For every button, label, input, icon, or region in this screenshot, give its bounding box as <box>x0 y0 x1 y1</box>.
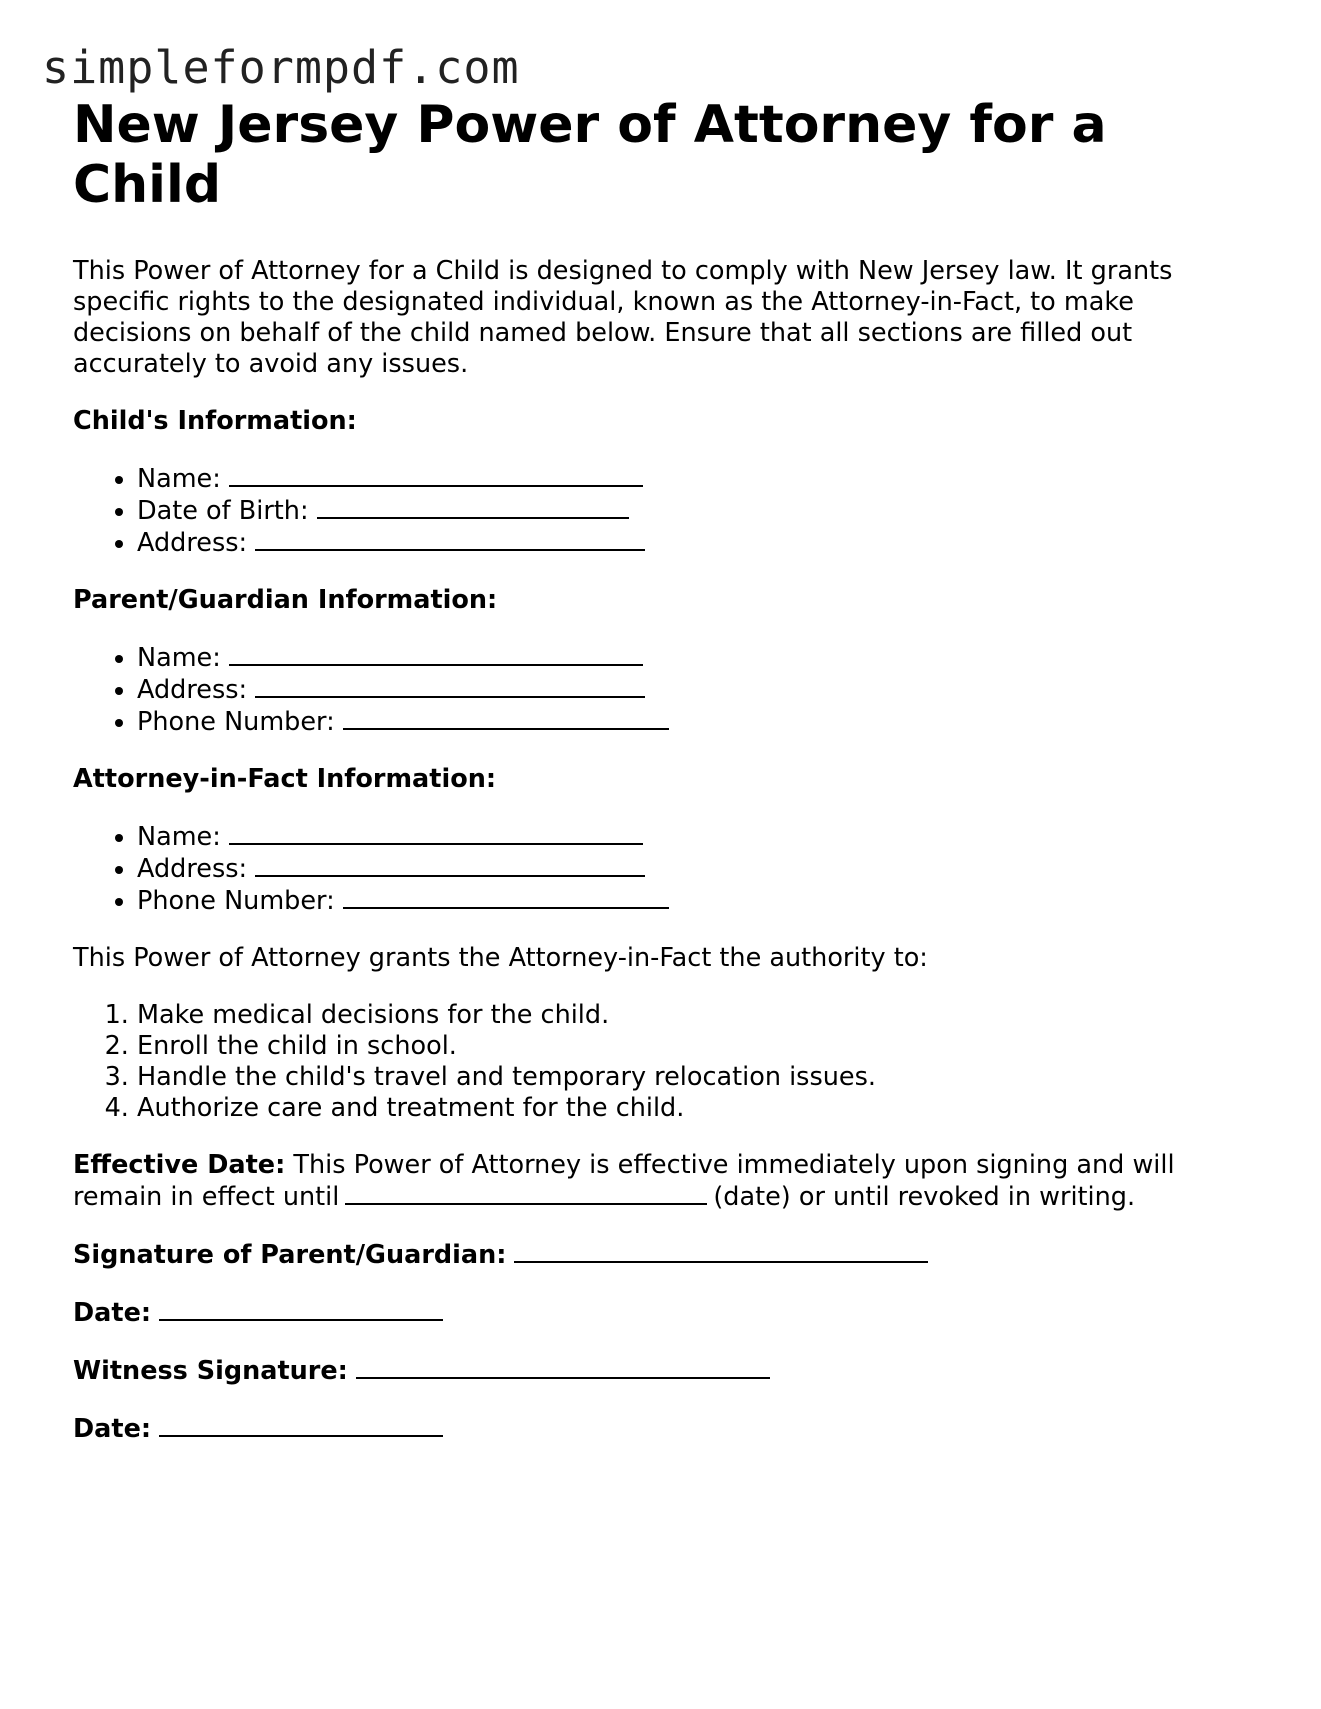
list-item <box>137 853 1243 885</box>
effective-date-text-before: This Power of Attorney is effective immediately upon signing and will remain in effect until <box>73 1150 1175 1212</box>
parent-signature-date-field[interactable] <box>159 1297 443 1321</box>
effective-date-text-after: (date) or until revoked in writing. <box>713 1182 1136 1212</box>
child-info-heading: Child's Information: <box>73 406 357 436</box>
intro-paragraph: This Power of Attorney for a Child is designed to comply with New Jersey law. It grants specific rights to the designated individual, known as the Attorney-in-Fact, to make decisions on behalf of the child named below. Ensure that all sections are filled out accurately to avoid any issues. <box>73 256 1173 379</box>
witness-signature-label: Witness Signature: <box>73 1356 348 1386</box>
authority-list <box>73 1000 1243 1124</box>
watermark: simpleformpdf.com <box>42 41 520 94</box>
attorney-name-label: Name: <box>137 822 221 852</box>
authority-item: 3. Handle the child's travel and temporary relocation issues. <box>137 1062 1243 1093</box>
page-title: New Jersey Power of Attorney for a Child <box>73 95 1107 215</box>
date-label: Date: <box>73 1298 152 1328</box>
witness-signature-field[interactable] <box>356 1355 770 1379</box>
child-name-label: Name: <box>137 464 221 494</box>
attorney-address-label: Address: <box>137 854 248 884</box>
attorney-phone-label: Phone Number: <box>137 886 335 916</box>
list-item <box>137 674 1243 706</box>
parent-info-heading: Parent/Guardian Information: <box>73 585 498 615</box>
authority-item: 1. Make medical decisions for the child. <box>137 1000 1243 1031</box>
date-line <box>73 1297 1243 1329</box>
parent-name-label: Name: <box>137 643 221 673</box>
attorney-address-field[interactable] <box>255 853 645 877</box>
parent-signature-label: Signature of Parent/Guardian: <box>73 1240 507 1270</box>
parent-address-field[interactable] <box>255 674 645 698</box>
effective-date-label: Effective Date: <box>73 1150 286 1180</box>
list-item <box>137 706 1243 738</box>
parent-phone-label: Phone Number: <box>137 707 335 737</box>
parent-name-field[interactable] <box>229 642 643 666</box>
date-label: Date: <box>73 1414 152 1444</box>
parent-signature-field[interactable] <box>514 1239 928 1263</box>
child-address-label: Address: <box>137 528 248 558</box>
effective-until-date-field[interactable] <box>345 1181 707 1205</box>
attorney-name-field[interactable] <box>229 821 643 845</box>
attorney-info-list <box>73 821 1243 917</box>
child-dob-field[interactable] <box>317 495 629 519</box>
parent-info-list <box>73 642 1243 738</box>
list-item <box>137 527 1243 559</box>
witness-signature-line <box>73 1355 1243 1387</box>
form-document <box>73 95 1243 1445</box>
list-item <box>137 642 1243 674</box>
attorney-phone-field[interactable] <box>343 885 669 909</box>
parent-address-label: Address: <box>137 675 248 705</box>
authority-item: 4. Authorize care and treatment for the child. <box>137 1093 1243 1124</box>
child-address-field[interactable] <box>255 527 645 551</box>
date-line <box>73 1413 1243 1445</box>
parent-signature-line <box>73 1239 1243 1271</box>
witness-signature-date-field[interactable] <box>159 1413 443 1437</box>
list-item <box>137 495 1243 527</box>
child-info-list <box>73 463 1243 559</box>
attorney-info-heading: Attorney-in-Fact Information: <box>73 764 497 794</box>
authority-intro: This Power of Attorney grants the Attorney-in-Fact the authority to: <box>73 943 928 973</box>
child-dob-label: Date of Birth: <box>137 496 309 526</box>
authority-item: 2. Enroll the child in school. <box>137 1031 1243 1062</box>
effective-date-paragraph <box>73 1150 1243 1213</box>
list-item <box>137 463 1243 495</box>
child-name-field[interactable] <box>229 463 643 487</box>
list-item <box>137 885 1243 917</box>
parent-phone-field[interactable] <box>343 706 669 730</box>
list-item <box>137 821 1243 853</box>
